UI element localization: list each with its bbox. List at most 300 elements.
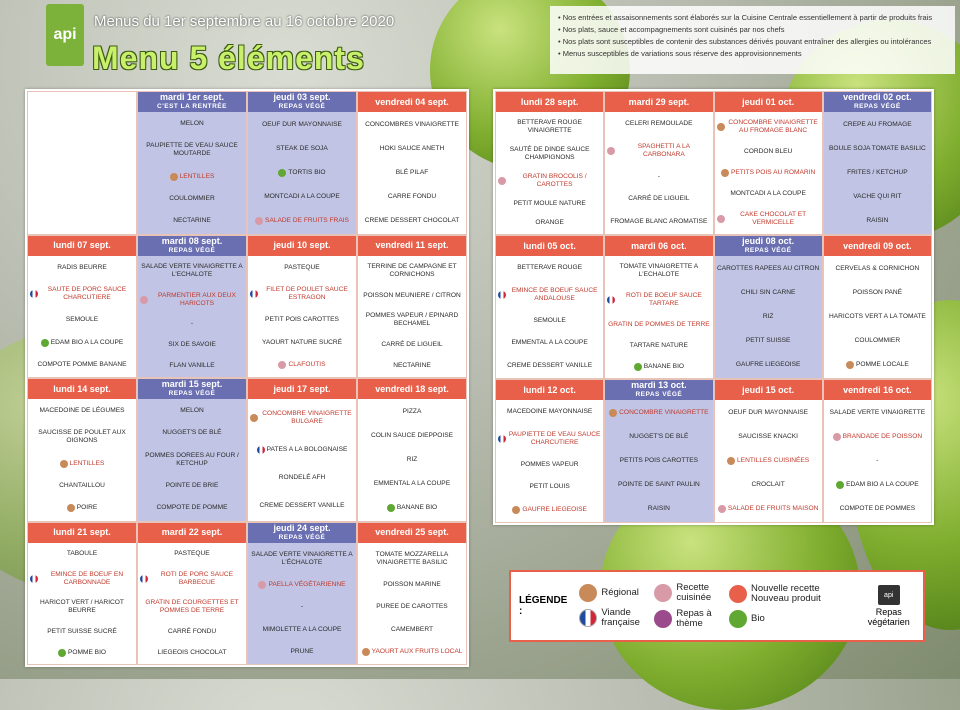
day-header (248, 92, 356, 112)
day-label: jeudi 08 oct. (742, 236, 795, 246)
menu-item (250, 626, 354, 634)
note-item: • Nos entrées et assaisonnements sont élaborés sur la Cuisine Centrale essentiellement à partir de produits frais (558, 12, 947, 24)
menu-item-label: COULOMMIER (169, 195, 215, 203)
menu-day-cell (247, 235, 357, 379)
menu-day-cell (714, 379, 823, 523)
menu-item-label: CAKE CHOCOLAT ET VERMICELLE (740, 210, 807, 226)
menu-day-cell (604, 379, 713, 523)
menu-item (498, 287, 601, 303)
menu-item (360, 312, 464, 328)
menu-item-label: SAUCISSE KNACKI (738, 433, 798, 440)
menu-item (30, 550, 134, 558)
day-subtitle: REPAS VÉGÉ (278, 533, 326, 541)
menu-item (250, 502, 354, 510)
menu-item-label: EMMENTAL A LA COUPE (511, 339, 588, 347)
menu-item (607, 143, 710, 159)
day-header (496, 236, 603, 256)
menu-item-label: - (300, 603, 304, 611)
menu-item-label: PUREE DE CAROTTES (376, 603, 448, 611)
menu-item-label: ROTI DE PORC SAUCE BARBECUE (160, 570, 234, 586)
menu-item-label: PIZZA (402, 407, 422, 415)
day-subtitle: REPAS VÉGÉ (168, 246, 216, 254)
menu-item-label: POIRE (76, 504, 98, 512)
menu-item-label: COMPOTE DE POMMES (839, 505, 916, 512)
menu-item-label: PAUPIETTE DE VEAU SAUCE MOUTARDE (146, 142, 238, 158)
menu-item-label: SPAGHETTI A LA CARBONARA (637, 142, 691, 158)
menu-item-label: NUGGET'S DE BLÉ (629, 433, 689, 440)
menu-item-label: YAOURT AUX FRUITS LOCAL (371, 647, 463, 655)
menu-item (250, 361, 354, 369)
menu-item-label: SAUCISSE DE POULET AUX OIGNONS (38, 429, 126, 445)
menu-item-label: PARMENTIER AUX DEUX HARICOTS (158, 291, 236, 307)
menu-item (717, 409, 820, 417)
menu-item-label: CREME DESSERT VANILLE (507, 361, 593, 369)
menu-item-label: POMMES DOREES AU FOUR / KETCHUP (145, 451, 239, 467)
regional-icon (579, 584, 597, 602)
menu-item-label: LENTILLES (179, 172, 215, 180)
menu-item (717, 289, 820, 297)
menu-item (140, 452, 244, 468)
legend-label: Repas à thème (676, 608, 712, 629)
regional-icon (609, 409, 617, 417)
day-subtitle: REPAS VÉGÉ (278, 103, 326, 110)
legend-vegetarien (862, 585, 915, 627)
menu-item (140, 599, 244, 615)
day-label: lundi 07 sept. (53, 240, 111, 250)
menu-item-label: SALADE DE FRUITS FRAIS (265, 216, 349, 224)
legend-title: LÉGENDE : (519, 595, 568, 617)
day-header (28, 379, 136, 399)
day-header (605, 236, 712, 256)
menu-item (360, 263, 464, 279)
api-veg-logo-icon: api (878, 585, 900, 605)
legend-nouvelle (729, 584, 850, 604)
menu-day-cell (247, 378, 357, 522)
menu-item-label: HARICOTS VERT A LA TOMATE (828, 313, 926, 320)
menu-items (248, 399, 356, 521)
menu-item-label: TOMATE MOZZARELLA VINAIGRETTE BASILIC (375, 550, 449, 566)
menu-item (826, 361, 929, 369)
menu-item (250, 145, 354, 153)
bio-leaf-icon (41, 339, 49, 347)
day-header (138, 523, 246, 543)
menu-day-cell (495, 235, 604, 379)
legend-viande (579, 608, 648, 628)
day-header (28, 523, 136, 543)
menu-item (826, 313, 929, 321)
menu-item (498, 362, 601, 370)
menu-item-label: BANANE BIO (643, 362, 685, 370)
menu-items (28, 543, 136, 665)
note-item: • Nos plats, sauce et accompagnements sont cuisinés par nos chefs (558, 24, 947, 36)
menu-day-cell (495, 379, 604, 523)
menu-item-label: MONTCADI A LA COUPE (730, 189, 806, 197)
menu-item-label: POMME BIO (67, 648, 107, 656)
menu-item-label: FROMAGE BLANC AROMATISE (610, 217, 708, 225)
menu-item (717, 190, 820, 198)
menu-item-label: STEAK DE SOJA (276, 144, 328, 152)
menu-items (28, 256, 136, 378)
cooking-pot-icon (258, 581, 266, 589)
menu-items (28, 399, 136, 521)
day-header (248, 236, 356, 256)
day-label: vendredi 04 sept. (375, 96, 449, 107)
menu-item-label: PETIT LOUIS (529, 483, 570, 491)
menu-day-cell (137, 235, 247, 379)
menu-item (30, 571, 134, 587)
menu-item-label: PASTEQUE (174, 549, 210, 557)
menu-items (496, 400, 603, 522)
cooking-pot-icon (255, 217, 263, 225)
menu-item-label: TABOULE (66, 549, 98, 557)
menu-item (360, 408, 464, 416)
menu-item (498, 317, 601, 325)
menu-item (498, 200, 601, 208)
menu-item-label: ROTI DE BOEUF SAUCE TARTARE (625, 292, 702, 308)
day-header (824, 236, 931, 256)
legend-theme (654, 609, 723, 629)
menu-item-label: - (876, 457, 879, 464)
menu-item-label: EDAM BIO A LA COUPE (50, 338, 124, 346)
menu-item-label: RAISIN (866, 217, 889, 224)
cooking-pot-icon (498, 177, 506, 185)
menu-item-label: GAUFRE LIEGEOISE (735, 361, 801, 368)
menu-items (605, 400, 712, 522)
menu-item-label: PAUPIETTE DE VEAU SAUCE CHARCUTIERE (508, 430, 601, 446)
menu-item-label: POINTE DE SAINT PAULIN (617, 481, 700, 488)
menu-item-label: POISSON MARINE (383, 580, 441, 588)
menu-grid-september (25, 89, 469, 667)
menu-item (498, 146, 601, 162)
menu-item (250, 193, 354, 201)
menu-item-label: PAELLA VÉGÉTARIENNE (268, 580, 346, 588)
day-header (715, 236, 822, 256)
menu-item-label: POMMES VAPEUR (520, 460, 579, 468)
menu-item (717, 211, 820, 227)
day-header (28, 236, 136, 256)
menu-item (140, 407, 244, 415)
menu-item-label: MACEDOINE MAYONNAISE (507, 408, 593, 416)
bio-leaf-icon (58, 649, 66, 657)
menu-item (607, 218, 710, 226)
menu-item-label: COLIN SAUCE DIEPPOISE (370, 431, 454, 439)
menu-item (140, 195, 244, 203)
menu-item (826, 145, 929, 153)
menu-items (824, 400, 931, 522)
menu-items (358, 112, 466, 234)
menu-item-label: SIX DE SAVOIE (168, 340, 216, 348)
menu-item-label: SALADE VERTE VINAIGRETTE A L'ÉCHALOTE (251, 550, 353, 566)
menu-item (607, 195, 710, 203)
bio-leaf-icon (387, 504, 395, 512)
menu-item (717, 265, 820, 273)
menu-item (717, 361, 820, 369)
menu-item (360, 169, 464, 177)
menu-item-label: CARRÉ DE LIGUEIL (381, 340, 443, 348)
menu-item (607, 457, 710, 465)
day-label: vendredi 09 oct. (843, 240, 912, 251)
menu-items (824, 112, 931, 234)
menu-item (250, 286, 354, 302)
menu-item-label: TORTIS BIO (288, 168, 326, 176)
menu-item (826, 217, 929, 225)
menu-items (138, 256, 246, 378)
menu-item (250, 648, 354, 656)
day-header (248, 379, 356, 399)
legend-label: Bio (751, 613, 765, 624)
day-header (358, 236, 466, 256)
cooking-pot-icon (140, 296, 148, 304)
menu-item (717, 313, 820, 321)
menu-item (717, 505, 820, 513)
menu-item-label: CREPE AU FROMAGE (843, 121, 912, 128)
menu-item-label: - (657, 172, 660, 180)
menu-item-label: MELON (180, 407, 204, 415)
menu-item (607, 481, 710, 489)
menu-item (826, 481, 929, 489)
menu-day-cell (823, 379, 932, 523)
menu-item-label: CHANTAILLOU (59, 482, 105, 490)
menu-items (605, 256, 712, 378)
menu-item (250, 603, 354, 611)
menu-item-label: MELON (180, 120, 204, 128)
day-label: mardi 22 sept. (161, 527, 223, 537)
day-label: lundi 14 sept. (53, 383, 111, 394)
menu-item-label: CAROTTES RAPEES AU CITRON (717, 265, 820, 272)
menu-items (248, 112, 356, 234)
menu-item-label: CONCOMBRE VINAIGRETTE AU FROMAGE BLANC (728, 119, 818, 135)
menu-item (30, 628, 134, 636)
menu-item (826, 289, 929, 297)
menu-item-label: CREME DESSERT CHOCOLAT (364, 216, 460, 224)
menu-item (140, 571, 244, 587)
menu-items (605, 112, 712, 234)
menu-day-cell (137, 378, 247, 522)
page-title: Menu 5 éléments (92, 40, 365, 76)
day-label: lundi 12 oct. (523, 384, 576, 395)
menu-item (826, 433, 929, 441)
menu-item (607, 342, 710, 350)
menu-item (826, 409, 929, 417)
menu-item (826, 169, 929, 177)
day-label: mardi 15 sept. (161, 379, 223, 389)
menu-items (715, 400, 822, 522)
menu-item (826, 193, 929, 201)
menu-item (360, 603, 464, 611)
menu-item-label: TOMATE VINAIGRETTE A L'ECHALOTE (619, 263, 699, 279)
menu-item (250, 264, 354, 272)
menu-item (30, 264, 134, 272)
new-recipe-icon (729, 585, 747, 603)
menu-item-label: NECTARINE (393, 361, 431, 369)
menu-item (498, 119, 601, 135)
menu-item-label: PATES A LA BOLOGNAISE (266, 445, 348, 453)
regional-icon (170, 173, 178, 181)
menu-items (28, 92, 136, 234)
menu-item-label: PETIT SUISSE (745, 337, 791, 344)
menu-item-label: HOKI SAUCE ANETH (379, 144, 445, 152)
menu-item-label: COMPOTE DE POMME (156, 504, 228, 512)
menu-item (140, 482, 244, 490)
menu-day-cell (137, 91, 247, 235)
menu-item-label: SALADE DE FRUITS MAISON (727, 505, 819, 512)
menu-day-cell (27, 91, 137, 235)
bio-leaf-icon (278, 169, 286, 177)
menu-items (715, 112, 822, 234)
menu-item-label: SEMOULE (65, 316, 99, 324)
menu-item-label: POMME LOCALE (855, 361, 909, 368)
menu-item (826, 505, 929, 513)
menu-item (607, 505, 710, 513)
menu-item-label: COMPOTE POMME BANANE (37, 360, 127, 368)
menu-item-label: LIEGEOIS CHOCOLAT (157, 648, 227, 656)
note-item: • Nos plats sont susceptibles de contenir des substances dérivés pouvant entraîner des allergies ou intolérances (558, 36, 947, 48)
menu-item-label: VACHE QUI RIT (853, 193, 902, 200)
menu-item (250, 551, 354, 567)
menu-item-label: GRATIN DE COURGETTES ET POMMES DE TERRE (145, 599, 239, 615)
day-label: jeudi 24 sept. (273, 522, 331, 533)
french-flag-icon (498, 435, 506, 443)
menu-day-cell (27, 522, 137, 666)
french-flag-icon (607, 296, 615, 304)
menu-day-cell (357, 91, 467, 235)
menu-item-label: TERRINE DE CAMPAGNE ET CORNICHONS (367, 262, 457, 278)
menu-item (498, 461, 601, 469)
menu-item-label: RADIS BEURRE (57, 263, 107, 271)
day-header (358, 379, 466, 399)
french-flag-icon (30, 290, 38, 298)
menu-item (607, 173, 710, 181)
day-header (715, 380, 822, 400)
menu-item (360, 581, 464, 589)
menu-item (498, 339, 601, 347)
regional-icon (60, 460, 68, 468)
menu-day-cell (357, 235, 467, 379)
menu-item (360, 362, 464, 370)
bio-leaf-icon (729, 610, 747, 628)
menu-item-label: POISSON MEUNIERE / CITRON (363, 291, 461, 299)
menu-item-label: COULOMMIER (854, 337, 901, 344)
menu-item (498, 173, 601, 189)
menu-item-label: SAUTÉ DE DINDE SAUCE CHAMPIGNONS (509, 145, 590, 161)
day-header (824, 380, 931, 400)
menu-item (140, 429, 244, 437)
menu-item-label: CLAFOUTIS (288, 360, 326, 368)
regional-icon (721, 169, 729, 177)
menu-item-label: EMINCE DE BOEUF SAUCE ANDALOUSE (511, 286, 598, 302)
menu-item (250, 581, 354, 589)
day-header (138, 92, 246, 112)
menu-item (607, 321, 710, 329)
menu-item-label: CROCLAIT (751, 481, 785, 488)
menu-item-label: CONCOMBRE VINAIGRETTE (619, 409, 709, 416)
french-flag-icon (140, 575, 148, 583)
menu-item (607, 433, 710, 441)
menu-item-label: PETITS POIS AU ROMARIN (730, 168, 816, 176)
menu-item (140, 173, 244, 181)
menu-item-label: YAOURT NATURE SUCRÉ (261, 338, 343, 346)
day-subtitle: REPAS VÉGÉ (635, 391, 683, 398)
menu-item-label: NECTARINE (173, 217, 211, 225)
menu-item-label: PETIT POIS CAROTTES (265, 316, 339, 324)
note-item: • Menus susceptibles de variations sous réserve des approvisionnements (558, 48, 947, 60)
menu-item (30, 407, 134, 415)
menu-day-cell (247, 522, 357, 666)
menu-item-label: OEUF DUR MAYONNAISE (728, 409, 808, 416)
menu-item (717, 433, 820, 441)
menu-item (30, 460, 134, 468)
menu-item-label: LENTILLES (69, 459, 105, 467)
menu-item (360, 551, 464, 567)
menu-item-label: LENTILLES CUISINÉES (737, 457, 810, 464)
menu-item (360, 480, 464, 488)
french-flag-icon (250, 290, 258, 298)
menu-item (498, 264, 601, 272)
menu-item-label: PETIT MOULE NATURE (513, 200, 586, 208)
menu-item-label: OEUF DUR MAYONNAISE (262, 120, 342, 128)
regional-icon (362, 648, 370, 656)
menu-items (248, 256, 356, 378)
menu-item-label: SAUTE DE PORC SAUCE CHARCUTIERE (47, 285, 127, 301)
menu-item (826, 265, 929, 273)
menu-item (30, 286, 134, 302)
menu-item (140, 504, 244, 512)
day-header (138, 379, 246, 399)
day-header (496, 92, 603, 112)
cooking-pot-icon (278, 361, 286, 369)
menu-item (30, 504, 134, 512)
day-header (358, 92, 466, 112)
menu-item (360, 504, 464, 512)
menu-item (717, 169, 820, 177)
day-label: jeudi 03 sept. (273, 92, 331, 102)
regional-icon (67, 504, 75, 512)
menu-item-label: BETTERAVE ROUGE (517, 264, 582, 272)
legend-label: Nouvelle recette Nouveau produit (751, 583, 821, 604)
day-label: jeudi 10 sept. (273, 240, 331, 250)
menu-item (717, 457, 820, 465)
menu-item (250, 339, 354, 347)
menu-item-label: GAUFRE LIEGEOISE (522, 505, 587, 513)
menu-item (250, 446, 354, 454)
menu-item-label: CREME DESSERT VANILLE (259, 501, 345, 509)
menu-item (140, 320, 244, 328)
menu-item (607, 409, 710, 417)
day-label: lundi 05 oct. (523, 240, 576, 251)
menu-items (138, 543, 246, 665)
menu-item (498, 408, 601, 416)
menu-item (30, 361, 134, 369)
menu-item-label: BOULE SOJA TOMATE BASILIC (829, 145, 926, 152)
menu-item (140, 217, 244, 225)
day-header (248, 523, 356, 543)
menu-day-cell (495, 91, 604, 235)
cooking-pot-icon (607, 147, 615, 155)
menu-item-label: EMINCE DE BOEUF EN CARBONNADE (50, 570, 124, 586)
menu-item-label: CERVELAS & CORNICHON (835, 265, 920, 272)
day-label: vendredi 18 sept. (375, 383, 449, 394)
menu-item (140, 628, 244, 636)
menu-item-label: RAISIN (647, 505, 670, 512)
menu-item-label: SEMOULE (533, 316, 566, 324)
menu-item (250, 169, 354, 177)
menu-day-cell (604, 91, 713, 235)
menu-item (360, 456, 464, 464)
menu-item-label: CHILI SIN CARNE (740, 289, 796, 296)
menu-item (498, 219, 601, 227)
menu-item-label: ORANGE (535, 219, 564, 227)
day-label: mardi 13 oct. (631, 380, 687, 390)
